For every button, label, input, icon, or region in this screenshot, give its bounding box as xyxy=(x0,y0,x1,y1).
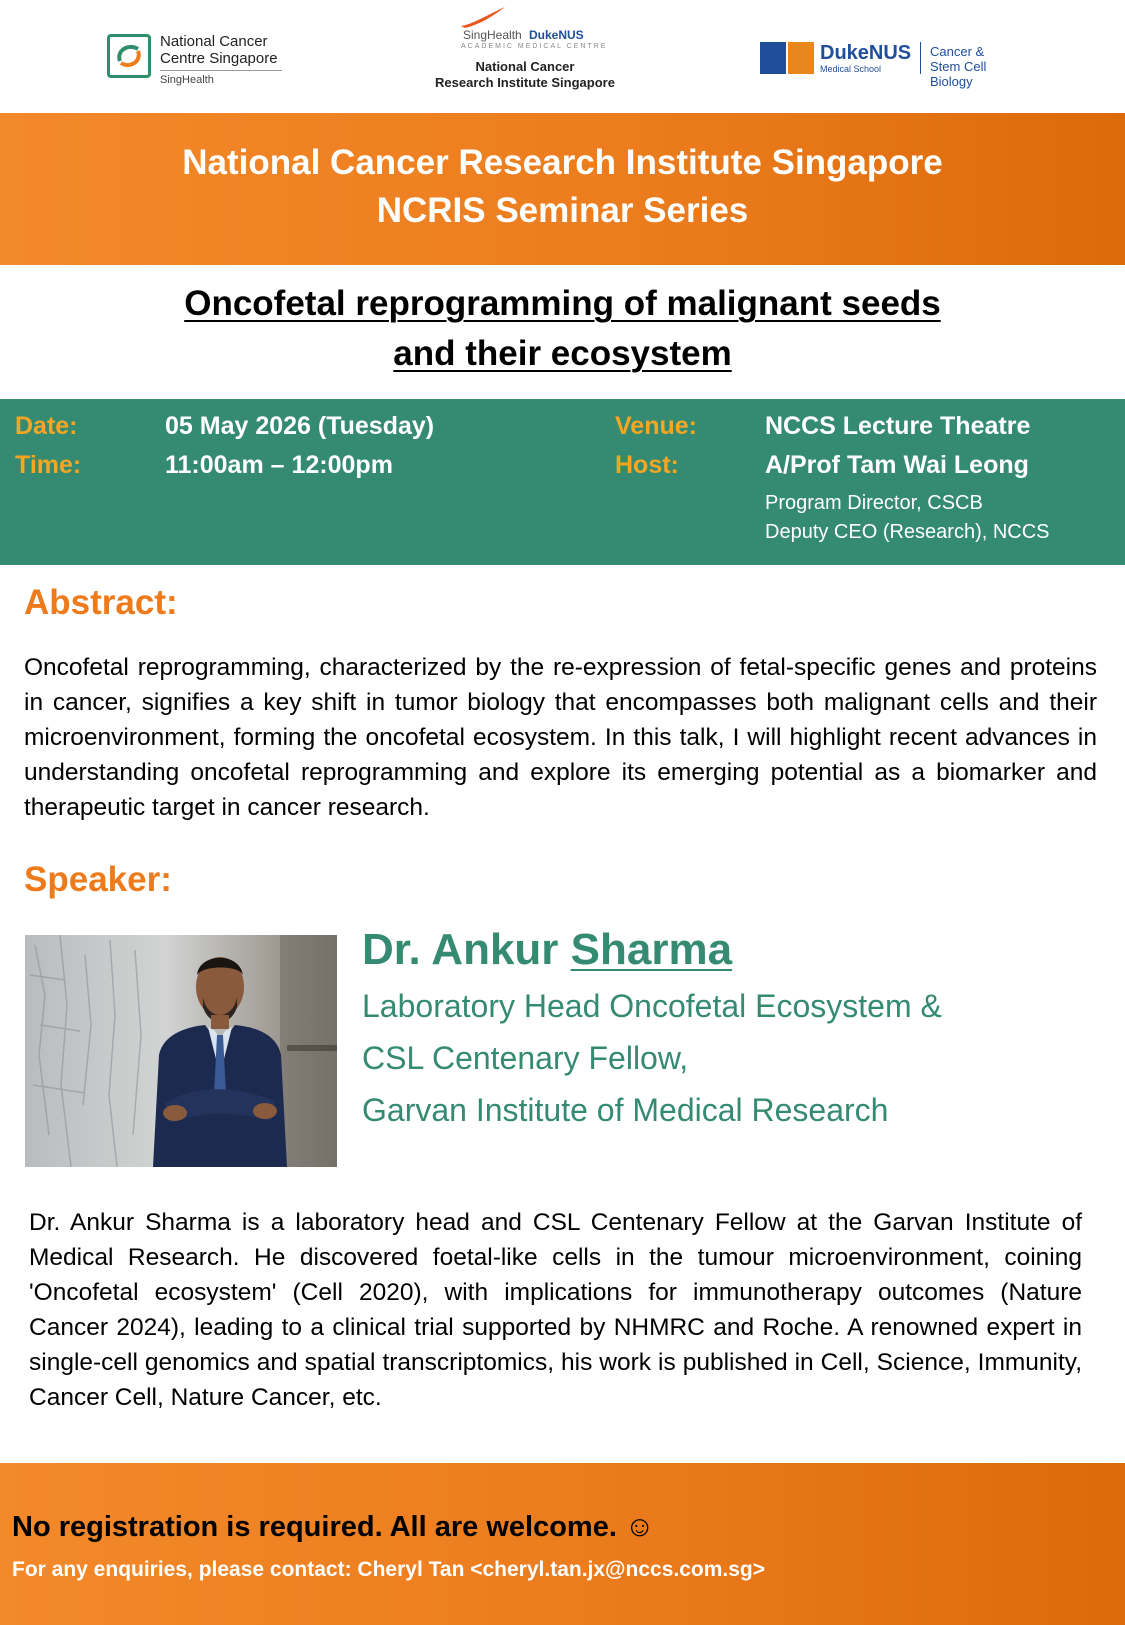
talk-title-line2: and their ecosystem xyxy=(393,334,732,373)
ncc-logo xyxy=(107,30,282,90)
institute-title: National Cancer Research Institute Singapore xyxy=(182,143,943,182)
speaker-affiliation-1: Laboratory Head Oncofetal Ecosystem & xyxy=(362,988,942,1024)
speaker-affiliation-2: CSL Centenary Fellow, xyxy=(362,1040,689,1076)
nus-shield-icon xyxy=(788,42,814,74)
swoosh-icon xyxy=(459,6,509,28)
ncc-logo-name: National Cancer Centre Singapore xyxy=(160,33,278,67)
venue-value: NCCS Lecture Theatre xyxy=(765,412,1031,440)
cscb-label: Cancer & Stem Cell Biology xyxy=(930,44,987,89)
ncc-logo-sub: SingHealth xyxy=(160,74,214,86)
duke-shield-icon xyxy=(760,42,786,74)
speaker-heading: Speaker: xyxy=(24,860,172,899)
series-title: NCRIS Seminar Series xyxy=(376,191,749,230)
speaker-bio: Dr. Ankur Sharma is a laboratory head and CSL Centenary Fellow at the Garvan Institute of Medical Research. He discovered foetal-like cells in the tumour microenvironment, coining 'Oncofetal ecosystem' (Cell 2020), with implications for immunotherapy outcomes (Nature Cancer 2024), leading to a clinical trial supported by NHMRC and Roche. A renowned expert in single-cell genomics and spatial transcriptomics, his work is published in Cell, Science, Immunity, Cancer Cell, Nature Cancer, etc. xyxy=(29,1209,1082,1411)
ncc-emblem-icon xyxy=(107,34,151,78)
dukenus-sub: Medical School xyxy=(820,64,882,74)
venue-label: Venue: xyxy=(615,412,697,440)
header-band xyxy=(0,113,1125,265)
dukenus-logo xyxy=(760,38,1030,89)
speaker-photo xyxy=(25,935,337,1167)
footer-band xyxy=(0,1463,1125,1625)
registration-note: No registration is required. All are welcome. ☺ xyxy=(12,1511,655,1543)
date-value: 05 May 2026 (Tuesday) xyxy=(165,412,435,440)
amc-wordmark: ACADEMIC MEDICAL CENTRE xyxy=(461,43,608,50)
event-info-band xyxy=(0,399,1125,565)
time-label: Time: xyxy=(15,451,82,479)
talk-title-line1: Oncofetal reprogramming of malignant seeds xyxy=(184,284,941,323)
host-value: A/Prof Tam Wai Leong xyxy=(765,451,1029,479)
ncris-logo-line1: National Cancer xyxy=(475,59,575,74)
ncris-logo-line2: Research Institute Singapore xyxy=(435,75,615,90)
contact-info: For any enquiries, please contact: Cheryl Tan <cheryl.tan.jx@nccs.com.sg> xyxy=(12,1558,766,1581)
host-label: Host: xyxy=(615,451,679,479)
dukenus-wordmark: DukeNUS xyxy=(529,28,584,42)
time-value: 11:00am – 12:00pm xyxy=(165,451,393,479)
logo-row xyxy=(0,0,1125,113)
dukenus-name: DukeNUS xyxy=(820,42,912,64)
speaker-name: Dr. Ankur Sharma xyxy=(362,925,733,974)
abstract-text: Oncofetal reprogramming, characterized by the re-expression of fetal-specific genes and proteins in cancer, signifies a key shift in tumor biology that encompasses both malignant cells and their microenvironment, forming the oncofetal ecosystem. In this talk, I will highlight recent advances in understanding oncofetal reprogramming and explore its emerging potential as a biomarker and therapeutic target in cancer research. xyxy=(24,654,1097,821)
abstract-heading: Abstract: xyxy=(24,583,178,622)
speaker-affiliation-3: Garvan Institute of Medical Research xyxy=(362,1092,889,1128)
host-role-2: Deputy CEO (Research), NCCS xyxy=(765,521,1050,543)
host-role-1: Program Director, CSCB xyxy=(765,492,983,514)
date-label: Date: xyxy=(15,412,78,440)
ncris-logo xyxy=(425,6,625,96)
singhealth-wordmark: SingHealth xyxy=(463,28,522,42)
